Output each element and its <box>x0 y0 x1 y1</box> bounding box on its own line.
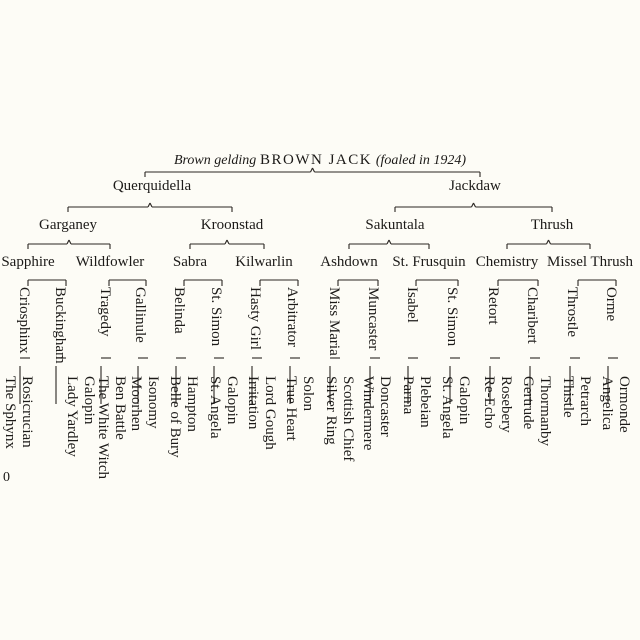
ancestor-gen5-name: Plebeian <box>417 376 433 428</box>
ancestor-gen5-name: Belle of Bury <box>167 376 183 458</box>
ancestor-gen5-name: Doncaster <box>377 376 393 437</box>
sire-name: Querquidella <box>112 178 192 194</box>
great-grandparent-name: Kilwarlin <box>235 254 293 270</box>
ancestor-gen5-name: Petrarch <box>577 376 593 426</box>
ancestor-gen5-name: The Sphynx <box>2 376 18 449</box>
generation-3-brace <box>227 240 229 244</box>
title-prefix: Brown gelding <box>173 153 257 168</box>
ancestor-gen4-name: Throstle <box>564 287 580 337</box>
ancestor-gen5-name: Lady Yardley <box>64 376 80 457</box>
ancestor-gen5-name: Hampton <box>184 376 200 432</box>
ancestor-gen4-name: Miss Maria <box>326 287 342 356</box>
foaled-note: (foaled in 1924) <box>375 153 467 168</box>
ancestor-gen4-name: Hasty Girl <box>247 287 263 350</box>
ancestor-gen4-name: Criosphinx <box>16 287 32 354</box>
grandparent-name: Thrush <box>530 217 574 233</box>
generation-2-brace <box>474 203 476 207</box>
grandparent-name: Kroonstad <box>200 217 264 233</box>
great-grandparent-name: St. Frusquin <box>392 254 466 270</box>
ancestor-gen5-name: Galopin <box>224 376 240 425</box>
ancestor-gen5-name: Solon <box>300 376 316 412</box>
ancestor-gen5-name: Galopin <box>456 376 472 425</box>
ancestor-gen5-name: Irritation <box>245 376 261 430</box>
grandparent-name: Sakuntala <box>365 217 425 233</box>
ancestor-gen4-name: Charibert <box>524 287 540 344</box>
ancestor-gen5-name: Windermere <box>360 376 376 451</box>
ancestor-gen5-name: True Heart <box>283 376 299 441</box>
ancestor-gen5-name: Rosicrucian <box>19 376 35 448</box>
ancestor-gen5-name: Thormanby <box>537 376 553 446</box>
ancestor-gen4-name: Arbitrator <box>284 287 300 347</box>
ancestor-gen4-name: Belinda <box>171 287 187 334</box>
grandparent-name: Garganey <box>38 217 98 233</box>
ancestor-gen5-name: Angelica <box>599 376 615 431</box>
ancestor-gen4-name: Orme <box>603 287 619 322</box>
ancestor-gen5-name: Ben Battle <box>112 376 128 440</box>
generation-3-brace <box>69 240 71 244</box>
horse-name: BROWN JACK <box>260 152 373 168</box>
ancestor-gen4-name: Muncaster <box>365 287 381 351</box>
ancestor-gen5-name: Thistle <box>560 376 576 418</box>
dam-name: Jackdaw <box>449 178 501 194</box>
ancestor-gen5-name: Silver Ring <box>323 376 339 445</box>
ancestor-gen5-name: St. Angela <box>439 376 455 439</box>
ancestor-gen4-name: Isabel <box>404 287 420 323</box>
generation-2-brace <box>150 203 152 207</box>
ancestor-gen5-name: Isonomy <box>145 376 161 429</box>
ancestor-gen5-name: The White Witch <box>95 376 111 479</box>
ancestor-gen5-name: Parma <box>400 376 416 415</box>
pedigree-title <box>0 152 640 169</box>
ancestor-gen5-name: Re-Echo <box>481 376 497 429</box>
great-grandparent-name: Sapphire <box>1 254 55 270</box>
ancestor-gen4-name: Retort <box>485 287 501 325</box>
ancestor-gen4-name: Gallinule <box>132 287 148 343</box>
ancestor-gen4-name: Tragedy <box>97 287 113 337</box>
great-grandparent-name: Ashdown <box>320 254 378 270</box>
ancestor-gen5-name: Ormonde <box>616 376 632 433</box>
great-grandparent-name: Chemistry <box>475 254 539 270</box>
great-grandparent-name: Missel Thrush <box>547 254 633 270</box>
generation-3-brace <box>549 240 551 244</box>
generation-3-brace <box>389 240 391 244</box>
ancestor-gen5-name: St. Angela <box>207 376 223 439</box>
great-grandparent-name: Wildfowler <box>75 254 145 270</box>
ancestor-gen5-name: Galopin <box>81 376 97 425</box>
ancestor-gen4-name: St. Simon <box>208 287 224 347</box>
ancestor-gen5-name: Scottish Chief <box>340 376 356 462</box>
ancestor-gen5-name: Gertrude <box>520 376 536 430</box>
ancestor-gen5-name: Moorhen <box>128 376 144 431</box>
great-grandparent-name: Sabra <box>172 254 208 270</box>
page-marker: 0 <box>3 470 10 485</box>
ancestor-gen5-name: Rosebery <box>498 376 514 433</box>
ancestor-gen5-name: Lord Gough <box>262 376 278 450</box>
ancestor-gen4-name: Buckingham <box>52 287 68 364</box>
ancestor-gen4-name: St. Simon <box>444 287 460 347</box>
